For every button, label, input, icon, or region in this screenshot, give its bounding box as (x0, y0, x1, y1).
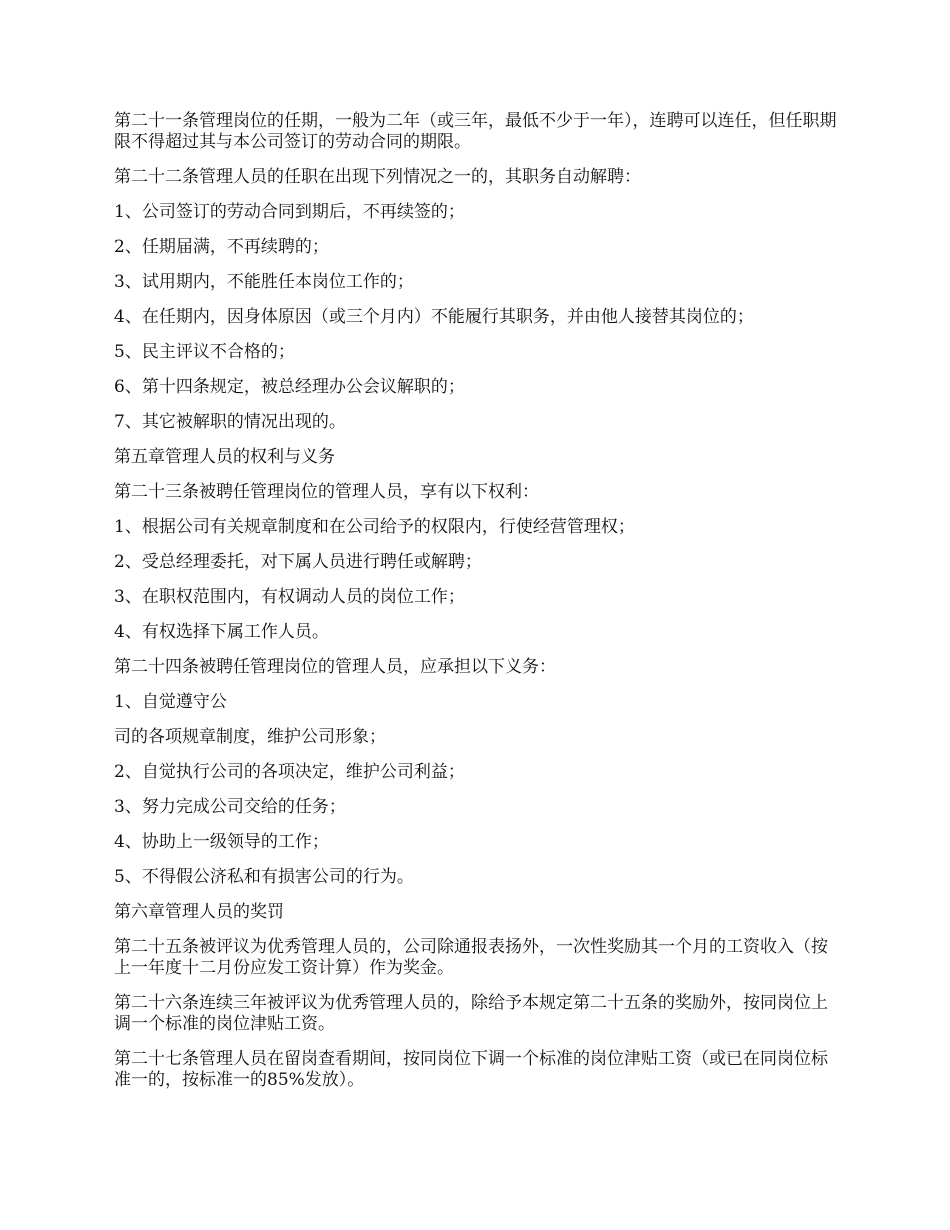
list-item: 3、努力完成公司交给的任务； (114, 797, 346, 817)
list-item: 2、自觉执行公司的各项决定，维护公司利益； (114, 762, 465, 782)
list-item: 1、公司签订的劳动合同到期后，不再续签的； (114, 202, 465, 222)
list-item: 6、第十四条规定，被总经理办公会议解职的； (114, 377, 465, 397)
article-24: 第二十四条被聘任管理岗位的管理人员，应承担以下义务： (114, 657, 556, 677)
list-item: 3、试用期内，不能胜任本岗位工作的； (114, 272, 414, 292)
article-25: 第二十五条被评议为优秀管理人员的，公司除通报表扬外，一次性奖励其一个月的工资收入（按上一年度十二月份应发工资计算）作为奖金。 (114, 937, 828, 978)
chapter-6-heading: 第六章管理人员的奖罚 (114, 902, 284, 922)
article-27: 第二十七条管理人员在留岗查看期间，按同岗位下调一个标准的岗位津贴工资（或已在同岗位标准一的，按标准一的85%发放）。 (114, 1049, 828, 1090)
list-item: 2、任期届满，不再续聘的； (114, 237, 329, 257)
article-21: 第二十一条管理岗位的任期，一般为二年（或三年，最低不少于一年），连聘可以连任，但任职期限不得超过其与本公司签订的劳动合同的期限。 (114, 111, 837, 152)
article-23: 第二十三条被聘任管理岗位的管理人员，享有以下权利： (114, 482, 539, 502)
list-item: 4、协助上一级领导的工作； (114, 832, 329, 852)
article-22: 第二十二条管理人员的任职在出现下列情况之一的，其职务自动解聘： (114, 167, 641, 187)
list-item: 1、根据公司有关规章制度和在公司给予的权限内，行使经营管理权； (114, 517, 635, 537)
list-item: 5、不得假公济私和有损害公司的行为。 (114, 867, 414, 887)
document-body (114, 111, 840, 1105)
article-26: 第二十六条连续三年被评议为优秀管理人员的，除给予本规定第二十五条的奖励外，按同岗位上调一个标准的岗位津贴工资。 (114, 993, 828, 1034)
chapter-5-heading: 第五章管理人员的权利与义务 (114, 447, 335, 467)
list-item: 1、自觉遵守公 (114, 692, 227, 712)
list-item: 2、受总经理委托，对下属人员进行聘任或解聘； (114, 552, 482, 572)
list-item-continuation: 司的各项规章制度，维护公司形象； (114, 727, 386, 747)
list-item: 3、在职权范围内，有权调动人员的岗位工作； (114, 587, 465, 607)
list-item: 7、其它被解职的情况出现的。 (114, 412, 346, 432)
list-item: 4、在任期内，因身体原因（或三个月内）不能履行其职务，并由他人接替其岗位的； (114, 307, 754, 327)
list-item: 4、有权选择下属工作人员。 (114, 622, 329, 642)
list-item: 5、民主评议不合格的； (114, 342, 295, 362)
